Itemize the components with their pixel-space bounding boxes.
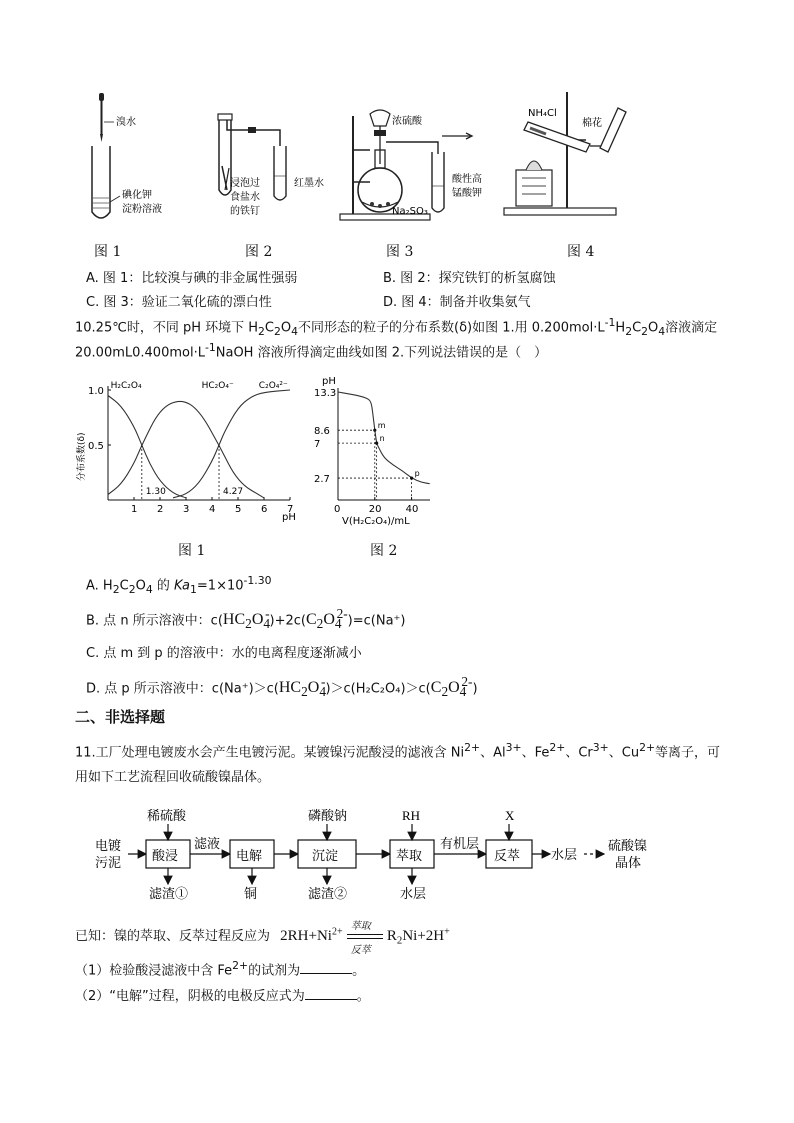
q10-option-b: B. 点 n 所示溶液中：$c(HC_2O_4^-)+2c(C_2O_4^{2-})=c(Na^+)$ [86, 606, 406, 632]
q10-stem-line1: 10.25℃时，不同 pH 环境下 $H_2C_2O_4$不同形态的粒子的分布系数(δ)如图 1.用 $0.200mol\cdot L^{-1}H_2C_2O_4$溶液滴定 [75, 316, 718, 338]
series-label: H₂C₂O₄ [110, 380, 142, 391]
point-marker [375, 442, 378, 445]
q10-fig1-caption: 图 1 [178, 543, 206, 559]
fig2-label-nail1: 浸泡过 [230, 178, 260, 189]
fig4-label-cotton: 棉花 [582, 118, 602, 129]
apparatus-figures [70, 86, 730, 266]
fig4-apparatus [504, 92, 626, 215]
answer-blank-2[interactable] [305, 987, 357, 1000]
x-axis-label: pH [282, 512, 296, 523]
fig2-label-ink: 红墨水 [294, 178, 324, 189]
flow-top-4: RH [402, 808, 421, 823]
fig4-label-nh4cl: NH₄Cl [528, 108, 557, 119]
fig2-caption: 图 2 [245, 244, 273, 260]
titration-chart [314, 376, 430, 527]
flow-mid-5: 水层 [551, 847, 578, 862]
distribution-chart [75, 381, 296, 523]
flow-mid-1: 滤液 [194, 836, 221, 851]
fig2-label-nail3: 的铁钉 [230, 206, 260, 217]
q11-stem-line1: 11.工厂处理电镀废水会产生电镀污泥。某镀镍污泥酸浸的滤液含 $Ni^{2+}$、$Al^{3+}$、$Fe^{2+}$、$Cr^{3+}$、$Cu^{2+}$等离子，可 [75, 741, 721, 761]
q11-part1: （1）检验酸浸滤液中含 $Fe^{2+}$的试剂为 。 [75, 959, 366, 979]
point-label: n [379, 434, 385, 444]
fig3-caption: 图 3 [386, 244, 414, 260]
q11-part2: （2）“电解”过程，阴极的电极反应式为 。 [75, 989, 370, 1004]
fig2-apparatus [218, 114, 324, 217]
fig1-label-sol1: 碘化钾 [122, 190, 152, 201]
y-axis-label: pH [322, 376, 336, 387]
q10-option-a: A. $H_2C_2O_4$ 的 $Ka_1=1\times 10^{-1.30}$ [86, 574, 272, 596]
fig1-label-sol2: 淀粉溶液 [122, 204, 162, 215]
point-marker [373, 429, 376, 432]
x-tick-label: 2 [157, 504, 164, 515]
q10-option-d: D. 点 p 所示溶液中：$c(Na^+)>c(HC_2O_4^-)>c(H_2C_2O_4)>c(C_2O_4^{2-})$ [86, 674, 478, 700]
q11-stem-line2: 用如下工艺流程回收硫酸镍晶体。 [75, 770, 271, 785]
fig3-label-kmno4-1: 酸性高 [452, 174, 482, 185]
pka-label: 1.30 [145, 487, 166, 497]
q10-fig2-caption: 图 2 [370, 543, 398, 559]
y-tick-label: 7 [314, 439, 321, 451]
x-tick-label: 4 [209, 504, 216, 515]
x-tick-label: 5 [235, 504, 242, 515]
q10-charts [72, 372, 452, 532]
x-tick-label: 1 [131, 504, 138, 515]
q9-option-c: C. 图 3：验证二氧化硫的漂白性 [86, 295, 272, 310]
q9-option-b: B. 图 2：探究铁钉的析氢腐蚀 [383, 271, 556, 286]
point-marker [410, 476, 413, 479]
flow-input-2: 污泥 [95, 855, 122, 870]
y-tick-label: 8.6 [314, 426, 330, 438]
fig2-label-nail2: 食盐水 [230, 192, 260, 203]
y-tick-label: 13.3 [314, 388, 337, 399]
flow-input-1: 电镀 [95, 838, 122, 853]
section-title: 二、非选择题 [75, 708, 166, 726]
known-reaction: 已知：镍的萃取、反萃过程反应为 $2RH+Ni^{2+}$ 萃取 反萃 $R_2Ni+2H^+$ [75, 920, 450, 956]
fig3-label-acid: 浓硫酸 [392, 116, 422, 127]
series-label: HC₂O₄⁻ [201, 380, 234, 391]
flow-top-1: 稀硫酸 [147, 808, 187, 823]
flow-top-5: X [505, 808, 515, 823]
fig3-label-kmno4-2: 锰酸钾 [452, 188, 482, 199]
y-tick-label: 2.7 [314, 474, 330, 486]
q9-option-d: D. 图 4：制备并收集氨气 [383, 295, 531, 310]
series-label: C₂O₄²⁻ [258, 380, 288, 391]
x-origin-label: 0 [334, 504, 341, 515]
flow-box-2: 电解 [236, 848, 263, 863]
x-tick-label: 6 [261, 504, 268, 515]
equilibrium-arrow: 萃取 反萃 [347, 930, 383, 944]
pka-label: 4.27 [223, 487, 244, 497]
flow-bottom-3: 滤渣② [308, 886, 348, 901]
q9-option-a: A. 图 1：比较溴与碘的非金属性强弱 [86, 271, 298, 286]
x-tick-label: 3 [183, 504, 190, 515]
fig1-caption: 图 1 [94, 244, 122, 260]
q10-option-c: C. 点 m 到 p 的溶液中：水的电离程度逐渐减小 [86, 646, 362, 661]
flow-bottom-1: 滤渣① [149, 886, 189, 901]
fig3-label-salt: Na₂SO₃ [392, 206, 428, 217]
flow-box-3: 沉淀 [312, 848, 339, 863]
flow-mid-4: 有机层 [440, 836, 480, 851]
series-line [173, 390, 290, 498]
flow-output-2: 晶体 [615, 855, 642, 870]
point-label: p [414, 469, 420, 479]
x-tick-label: 40 [405, 504, 419, 515]
flow-top-3: 磷酸钠 [308, 808, 348, 823]
fig1-apparatus [92, 93, 162, 218]
flow-box-4: 萃取 [396, 848, 423, 863]
series-line [108, 396, 186, 498]
flow-bottom-2: 铜 [244, 886, 258, 901]
y-tick-label: 0.5 [88, 441, 104, 452]
flow-output-1: 硫酸镍 [608, 838, 648, 853]
q10-stem-line2: $20.00mL0.400mol\cdot L^{-1}NaOH$ 溶液所得滴定曲线如图 2.下列说法错误的是（ ） [75, 341, 548, 361]
y-axis-label: 分布系数(δ) [77, 432, 87, 481]
point-label: m [377, 421, 386, 431]
flow-box-1: 酸浸 [152, 848, 179, 863]
fig4-caption: 图 4 [567, 244, 595, 260]
series-line [108, 401, 264, 497]
x-tick-label: 7 [287, 504, 294, 515]
fig3-apparatus [340, 110, 482, 220]
y-tick-label: 1.0 [88, 386, 104, 397]
x-axis-label: V(H₂C₂O₄)/mL [342, 516, 410, 527]
flow-box-5: 反萃 [494, 848, 521, 863]
fig1-label-water: 溴水 [116, 117, 136, 128]
flow-bottom-4: 水层 [400, 886, 427, 901]
answer-blank-1[interactable] [300, 961, 352, 974]
process-flowchart [90, 804, 690, 904]
x-tick-label: 20 [368, 504, 382, 515]
